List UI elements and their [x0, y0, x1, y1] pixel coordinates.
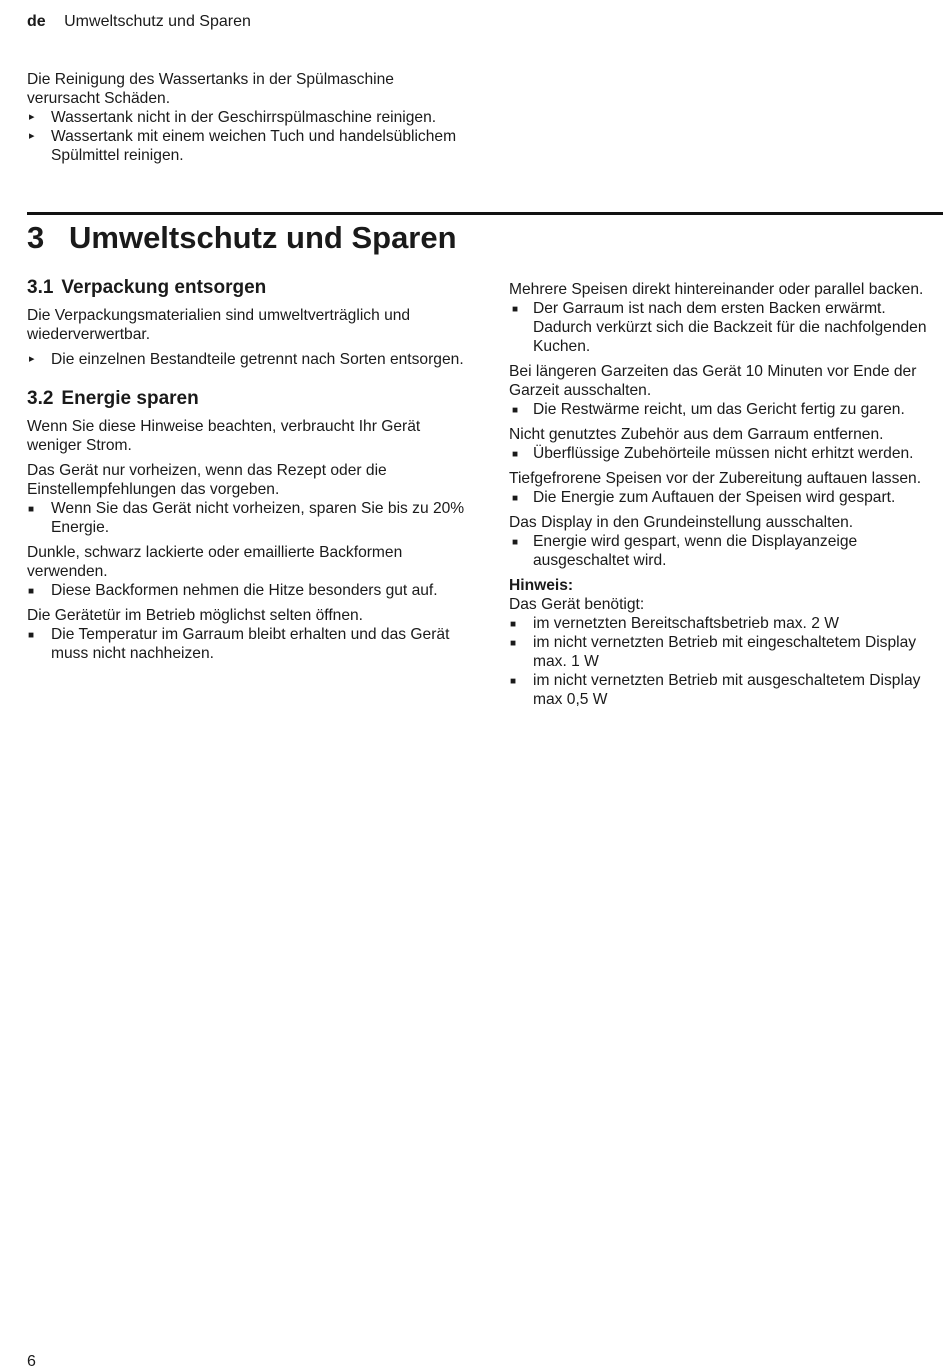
left-column — [27, 276, 467, 663]
tip-text: Dunkle, schwarz lackierte oder emaillierte Backformen verwenden. — [27, 544, 403, 580]
note-label: Hinweis: — [509, 577, 574, 594]
tip-text: Bei längeren Garzeiten das Gerät 10 Minuten vor Ende der Garzeit ausschalten. — [509, 363, 917, 399]
chapter-rule — [27, 212, 943, 215]
right-column — [509, 280, 943, 709]
tip-text: Tiefgefrorene Speisen vor der Zubereitung auftauen lassen. — [509, 470, 922, 487]
note-intro: Das Gerät benötigt: — [509, 596, 645, 613]
result-square-icon: ■ — [28, 630, 35, 641]
result-text: Die Temperatur im Garraum bleibt erhalten und das Gerät muss nicht nachheizen. — [51, 626, 450, 662]
list-item — [27, 625, 467, 663]
result-square-icon: ■ — [512, 493, 519, 504]
chapter-heading — [27, 220, 457, 256]
page-number: 6 — [27, 1353, 36, 1370]
result-square-icon: ■ — [510, 676, 517, 687]
section-heading-3-2 — [27, 387, 467, 411]
chapter-title: Umweltschutz und Sparen — [69, 220, 457, 255]
list-item — [509, 488, 943, 507]
section-number: 3.2 — [27, 388, 54, 409]
list-item — [509, 633, 943, 671]
note-item-text: im nicht vernetzten Betrieb mit eingeschaltetem Display max. 1 W — [533, 634, 917, 670]
step-text: Wassertank mit einem weichen Tuch und handelsüblichem Spülmittel reinigen. — [51, 128, 457, 164]
warning-text: Die Reinigung des Wassertanks in der Spülmaschine verursacht Schäden. — [27, 71, 394, 107]
section-number: 3.1 — [27, 277, 54, 298]
result-text: Die Restwärme reicht, um das Gericht fertig zu garen. — [533, 401, 905, 418]
result-square-icon: ■ — [510, 638, 517, 649]
step-arrow-icon: ▸ — [29, 111, 35, 123]
list-item — [27, 108, 467, 127]
note-item-text: im nicht vernetzten Betrieb mit ausgeschaltetem Display max 0,5 W — [533, 672, 921, 708]
list-item — [509, 614, 943, 633]
list-item — [509, 444, 943, 463]
step-text: Wassertank nicht in der Geschirrspülmaschine reinigen. — [51, 109, 437, 126]
tip-text: Mehrere Speisen direkt hintereinander oder parallel backen. — [509, 281, 924, 298]
list-item — [27, 350, 467, 369]
list-item — [27, 581, 467, 600]
result-square-icon: ■ — [512, 449, 519, 460]
running-header — [27, 12, 251, 32]
section-title: Energie sparen — [61, 388, 199, 409]
step-text: Die einzelnen Bestandteile getrennt nach Sorten entsorgen. — [51, 351, 464, 368]
section-intro: Wenn Sie diese Hinweise beachten, verbraucht Ihr Gerät weniger Strom. — [27, 418, 421, 454]
tip-text: Nicht genutztes Zubehör aus dem Garraum entfernen. — [509, 426, 884, 443]
section-heading-3-1 — [27, 276, 467, 300]
intro-warning-block — [27, 70, 467, 165]
result-text: Der Garraum ist nach dem ersten Backen erwärmt. Dadurch verkürzt sich die Backzeit für die nachfolgenden Kuchen. — [533, 300, 927, 355]
list-item — [509, 532, 943, 570]
step-arrow-icon: ▸ — [29, 130, 35, 142]
list-item — [509, 299, 943, 356]
list-item — [509, 671, 943, 709]
section-text: Die Verpackungsmaterialien sind umweltverträglich und wiederverwertbar. — [27, 307, 411, 343]
result-square-icon: ■ — [28, 504, 35, 515]
section-title: Verpackung entsorgen — [61, 277, 267, 298]
result-text: Überflüssige Zubehörteile müssen nicht erhitzt werden. — [533, 445, 914, 462]
result-text: Wenn Sie das Gerät nicht vorheizen, sparen Sie bis zu 20% Energie. — [51, 500, 465, 536]
tip-text: Das Display in den Grundeinstellung ausschalten. — [509, 514, 854, 531]
result-text: Energie wird gespart, wenn die Displayanzeige ausgeschaltet wird. — [533, 533, 858, 569]
result-square-icon: ■ — [512, 537, 519, 548]
list-item — [27, 499, 467, 537]
tip-text: Die Gerätetür im Betrieb möglichst selten öffnen. — [27, 607, 364, 624]
result-text: Diese Backformen nehmen die Hitze besonders gut auf. — [51, 582, 438, 599]
note-item-text: im vernetzten Bereitschaftsbetrieb max. 2 W — [533, 615, 839, 632]
header-title: Umweltschutz und Sparen — [64, 13, 251, 30]
step-arrow-icon: ▸ — [29, 353, 35, 365]
result-square-icon: ■ — [512, 405, 519, 416]
language-code: de — [27, 13, 46, 30]
list-item — [27, 127, 467, 165]
result-square-icon: ■ — [28, 586, 35, 597]
result-square-icon: ■ — [510, 619, 517, 630]
result-square-icon: ■ — [512, 304, 519, 315]
list-item — [509, 400, 943, 419]
chapter-number: 3 — [27, 220, 45, 255]
result-text: Die Energie zum Auftauen der Speisen wird gespart. — [533, 489, 896, 506]
tip-text: Das Gerät nur vorheizen, wenn das Rezept oder die Einstellempfehlungen das vorgeben. — [27, 462, 387, 498]
